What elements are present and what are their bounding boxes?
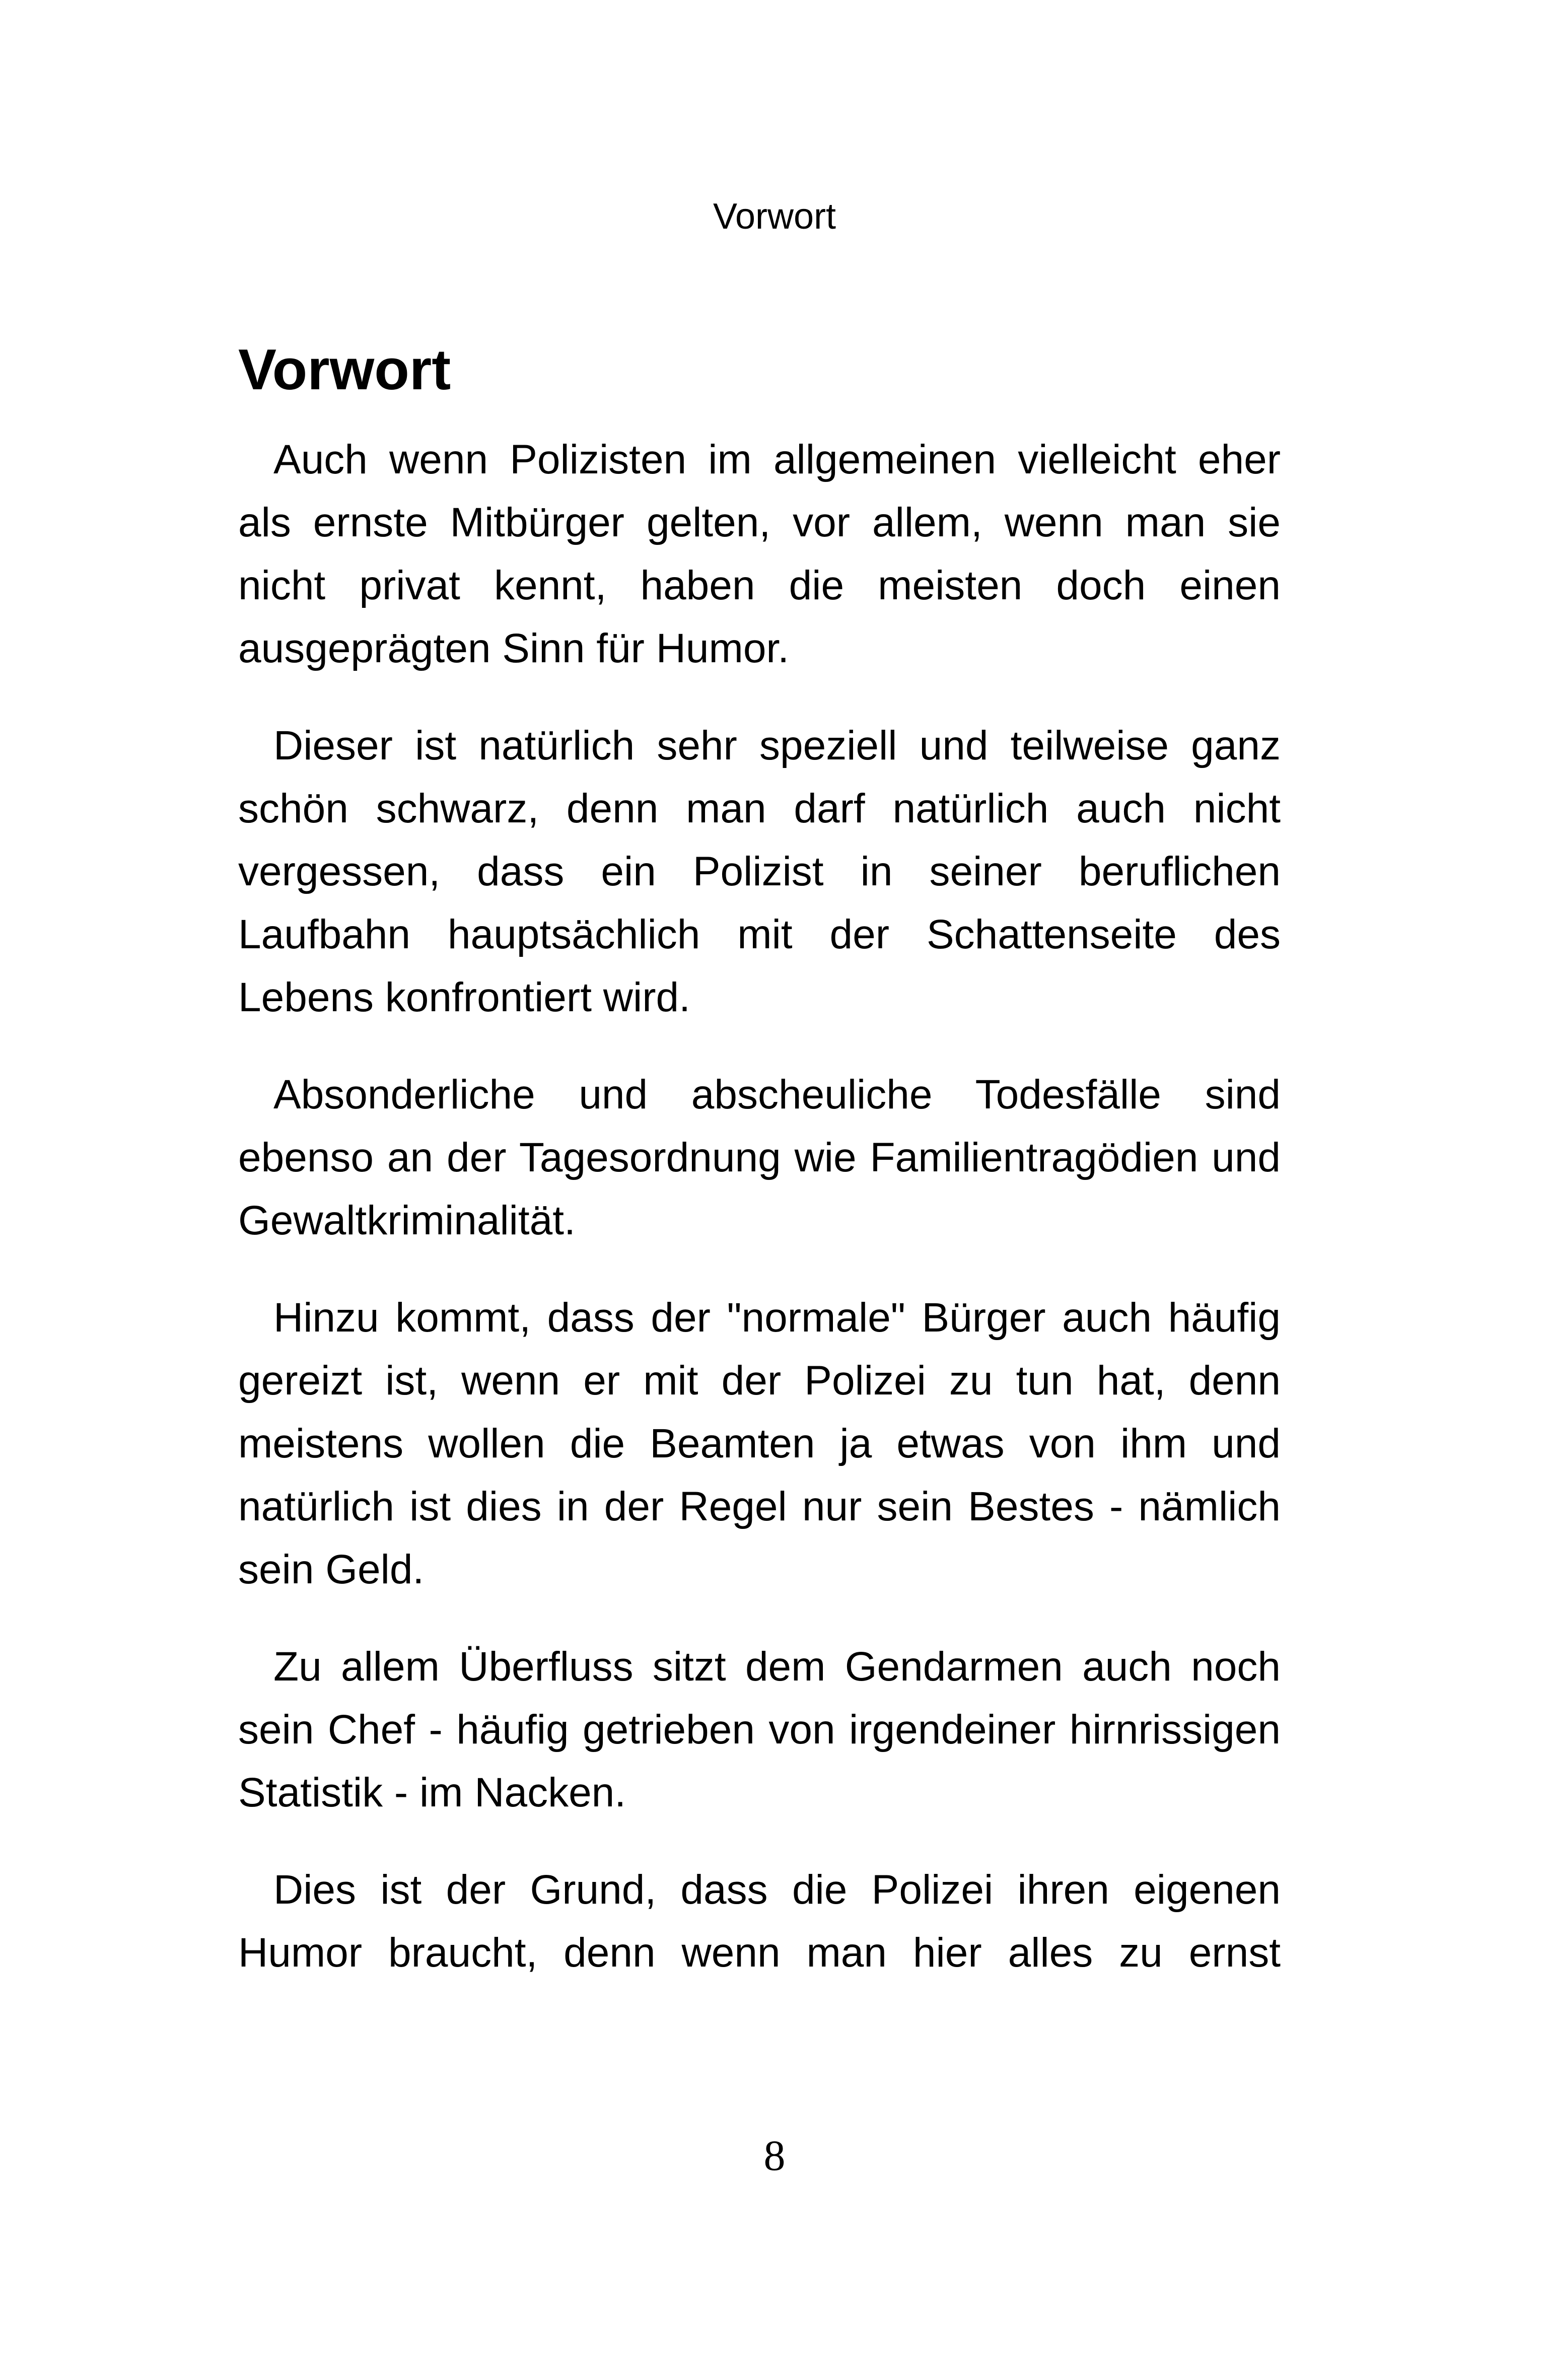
paragraph: Auch wenn Polizisten im allgemeinen vielleicht eher als ernste Mitbürger gelten, vor allem, wenn man sie nicht privat kennt, haben die meisten doch einen ausgeprägten Sinn für Humor. [238,437,1281,671]
chapter-title: Vorwort [238,338,451,402]
page-content [238,332,1281,2018]
paragraph: Dieser ist natürlich sehr speziell und teilweise ganz schön schwarz, denn man darf natürlich auch nicht vergessen, dass ein Polizist in seiner beruflichen Laufbahn hauptsächlich mit der Schattenseite des Lebens konfrontiert wird. [238,723,1281,1020]
paragraph: Dies ist der Grund, dass die Polizei ihren eigenen Humor braucht, denn wenn man hier alles zu ernst [238,1867,1281,1976]
paragraph: Hinzu kommt, dass der "normale" Bürger auch häufig gereizt ist, wenn er mit der Polizei zu tun hat, denn meistens wollen die Beamten ja etwas von ihm und natürlich ist dies in der Regel nur sein Bestes - nämlich sein Geld. [238,1295,1281,1592]
paragraph: Absonderliche und abscheuliche Todesfälle sind ebenso an der Tagesordnung wie Familientragödien und Gewaltkriminalität. [238,1072,1281,1243]
paragraph: Zu allem Überfluss sitzt dem Gendarmen auch noch sein Chef - häufig getrieben von irgendeiner hirnrissigen Statistik - im Nacken. [238,1644,1281,1815]
page-number: 8 [763,2131,786,2180]
running-header: Vorwort [713,196,836,237]
